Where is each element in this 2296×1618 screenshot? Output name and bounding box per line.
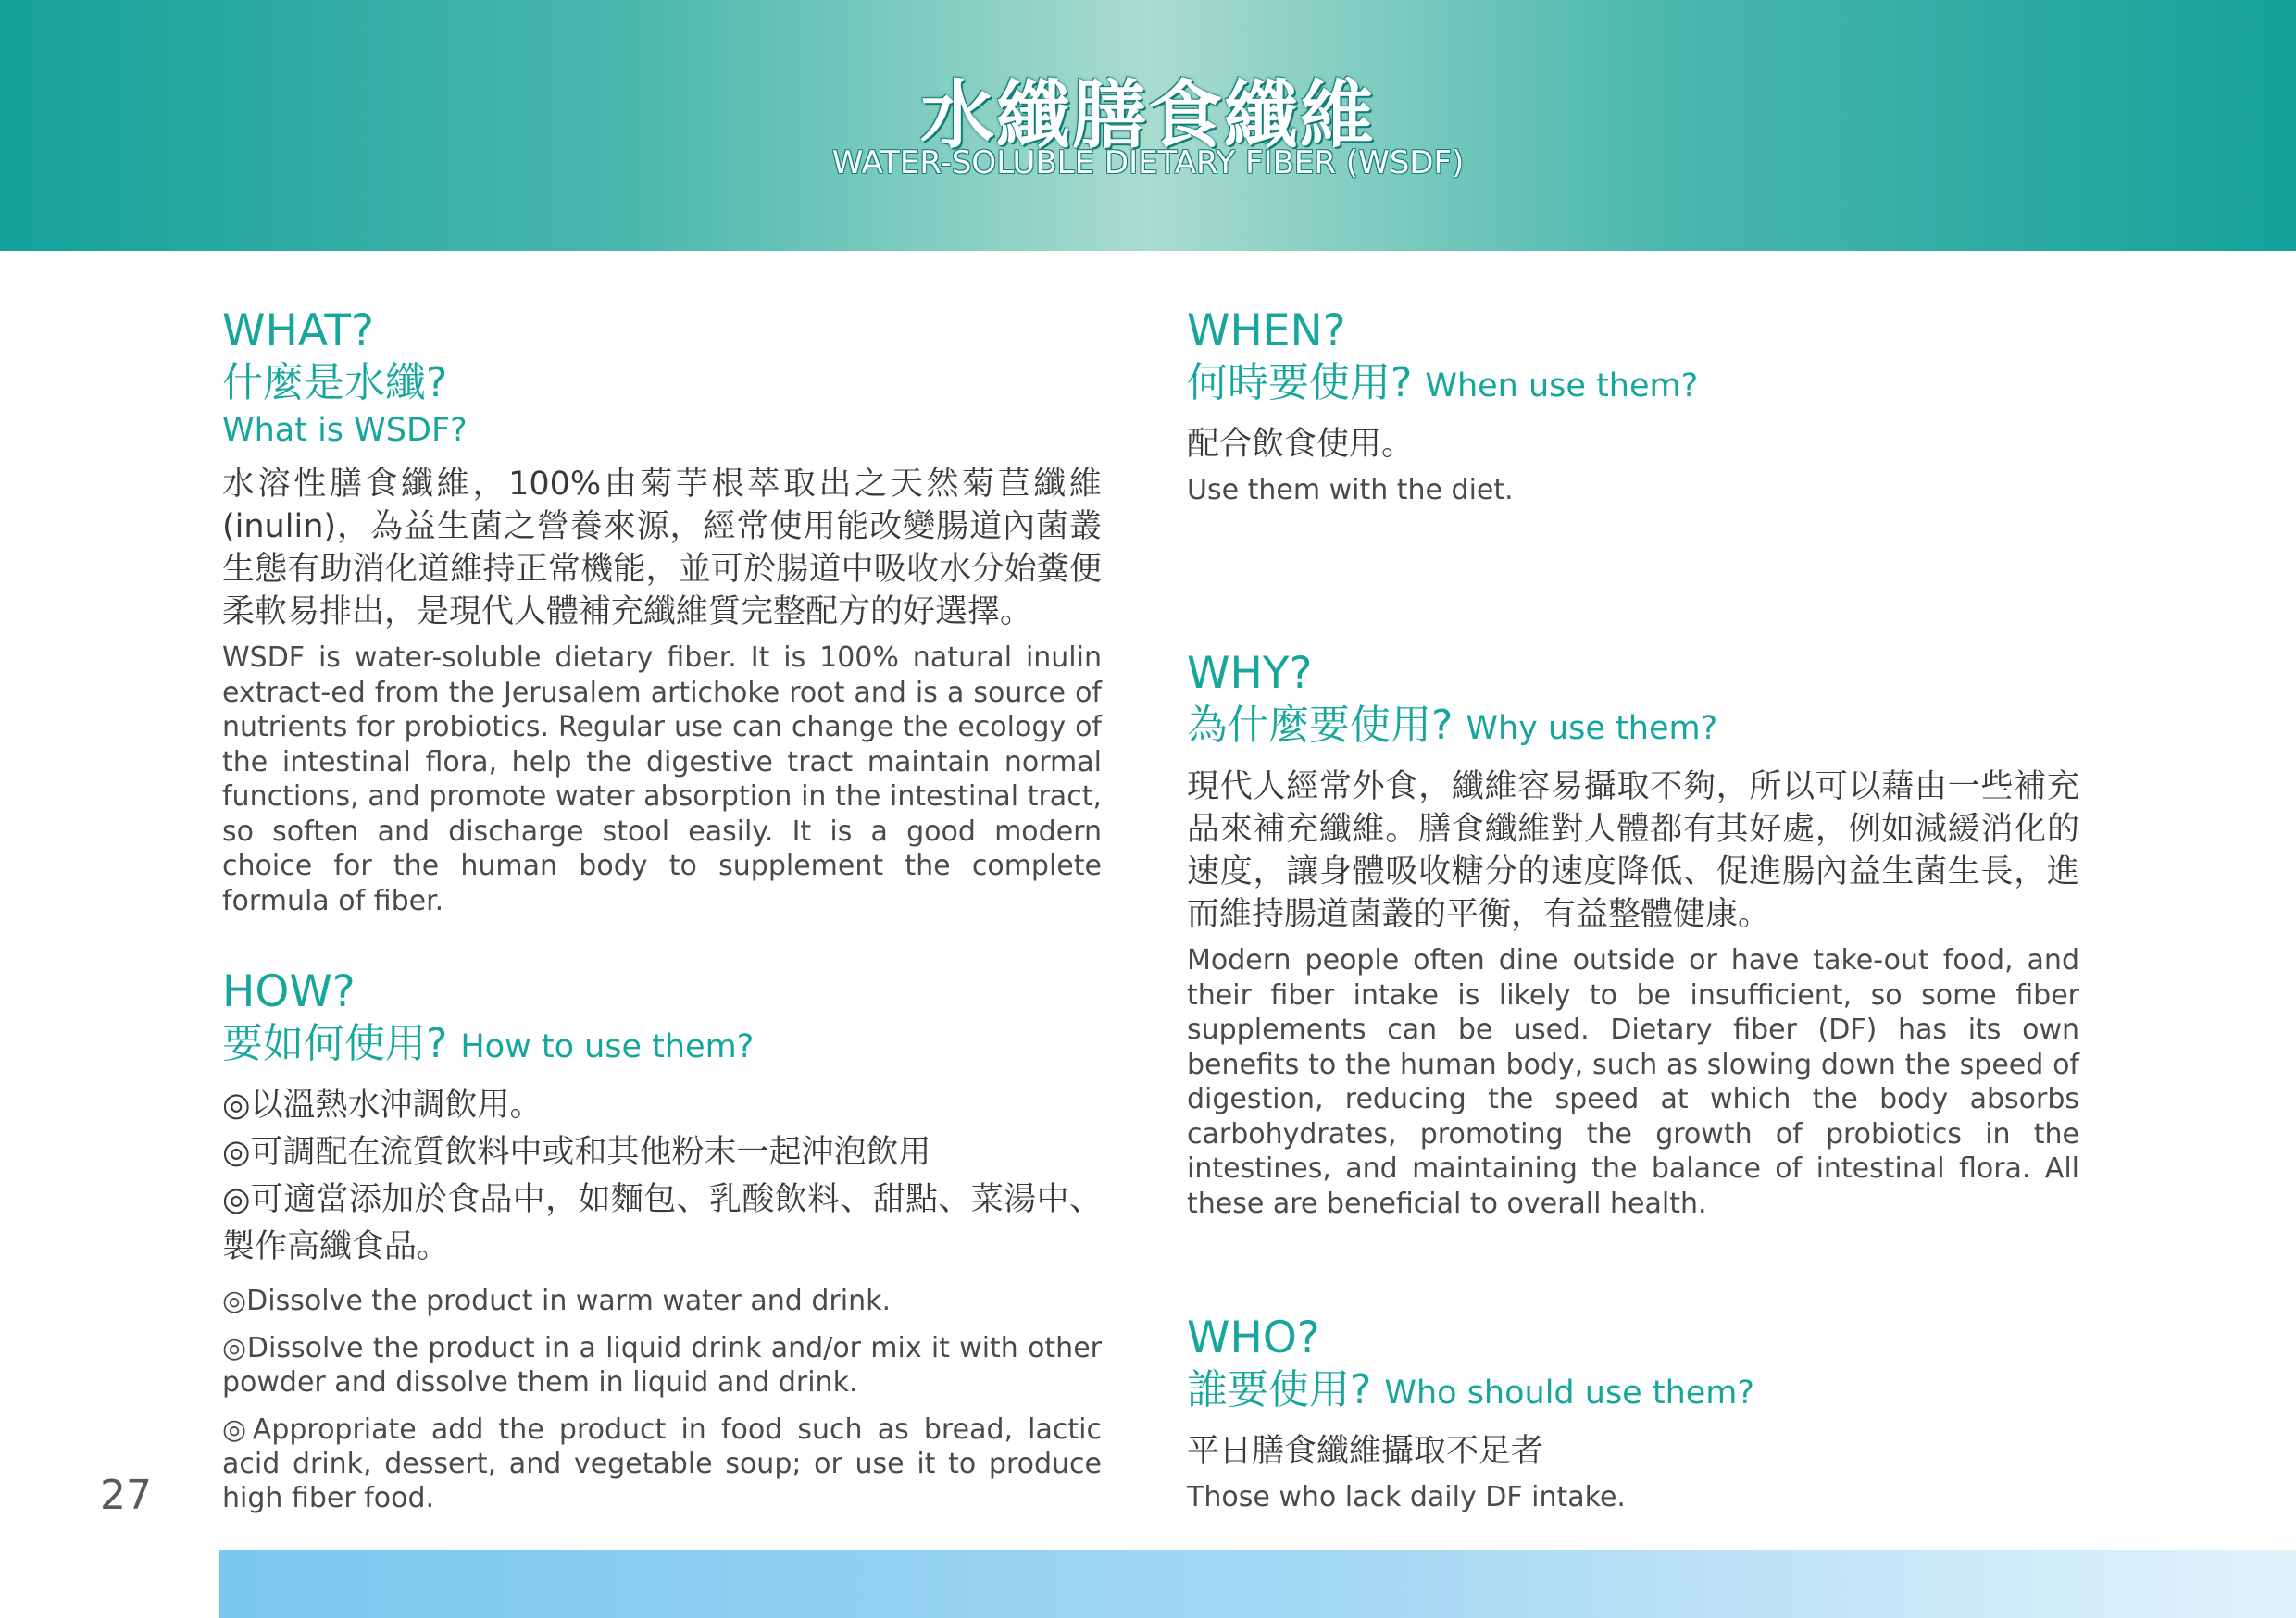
footer-bar (219, 1550, 2296, 1618)
what-body-en: WSDF is water-soluble dietary fiber. It is 100% natural inulin extract-ed from the Jerusalem artichoke root and is a source of nutrients for probiotics. Regular use can change the ecology of the intestinal flora, help the digestive tract maintain normal functions, and promote water absorption in the intestinal tract, so soften and discharge stool easily. It is a good modern choice for the human body to supplement the complete formula of fiber. (222, 641, 1102, 917)
why-body-en: Modern people often dine outside or have take-out food, and their fiber intake is likely to be insufficient, so some fiber supplements can be used. Dietary fiber (DF) has its own benefits to the human body, such as slowing down the speed of digestion, reducing the speed at which the body absorbs carbohydrates, promoting the growth of probiotics in the intestines, and maintaining the balance of intestinal flora. All these are beneficial to overall health. (1187, 944, 2079, 1220)
what-section (222, 305, 1102, 918)
how-heading-cn-text: 要如何使用? (222, 1020, 448, 1067)
list-item: ◎Dissolve the product in warm water and drink. (222, 1285, 891, 1317)
when-heading-sub: When use them? (1425, 367, 1699, 404)
why-heading-cn (1187, 700, 2079, 754)
page-number: 27 (100, 1472, 152, 1519)
what-body-cn: 水溶性膳食纖維，100%由菊芋根萃取出之天然菊苣纖維(inulin)，為益生菌之營養來源，經常使用能改變腸道內菌叢生態有助消化道維持正常機能，並可於腸道中吸收水分始糞便柔軟易排出，是現代人體補充纖維質完整配方的好選擇。 (222, 466, 1102, 630)
how-section (222, 966, 1102, 1528)
how-heading-sub: How to use them? (460, 1028, 755, 1065)
what-heading-en: WHAT? (222, 305, 374, 356)
why-heading-sub: Why use them? (1466, 710, 1718, 747)
who-body-en: Those who lack daily DF intake. (1187, 1481, 1626, 1513)
who-body-cn: 平日膳食纖維攝取不足者 (1187, 1433, 1544, 1470)
list-item: ◎可適當添加於食品中，如麵包、乳酸飲料、甜點、菜湯中、製作高纖食品。 (222, 1181, 1102, 1265)
page-title-cn: 水纖膳食纖維 (920, 72, 1376, 158)
what-heading-sub: What is WSDF? (222, 412, 468, 449)
what-heading-cn: 什麼是水纖? (222, 359, 448, 406)
why-body-cn: 現代人經常外食，纖維容易攝取不夠，所以可以藉由一些補充品來補充纖維。膳食纖維對人體都有其好處，例如減緩消化的速度，讓身體吸收糖分的速度降低、促進腸內益生菌生長，進而維持腸道菌叢的平衡，有益整體健康。 (1187, 768, 2079, 933)
header-banner (0, 0, 2296, 251)
why-heading-en: WHY? (1187, 648, 1313, 699)
how-list-en (222, 1284, 1102, 1515)
when-body-cn: 配合飲食使用。 (1187, 426, 1415, 463)
how-list-cn (222, 1082, 1102, 1271)
who-heading-sub: Who should use them? (1384, 1375, 1754, 1412)
list-item: ◎Appropriate add the product in food such as bread, lactic acid drink, dessert, and vegetable soup; or use it to produce high fiber food. (222, 1413, 1102, 1514)
page-title-en: WATER-SOLUBLE DIETARY FIBER (WSDF) (831, 144, 1465, 181)
who-heading-cn (1187, 1364, 2079, 1419)
who-heading-en: WHO? (1187, 1313, 1320, 1363)
when-section (1187, 305, 2079, 508)
who-heading-cn-text: 誰要使用? (1187, 1366, 1372, 1413)
why-heading-cn-text: 為什麼要使用? (1187, 702, 1454, 749)
when-heading-en: WHEN? (1187, 305, 1346, 356)
how-heading-cn (222, 1018, 1102, 1073)
when-heading-cn (1187, 357, 2079, 412)
when-heading-cn-text: 何時要使用? (1187, 359, 1413, 406)
list-item: ◎可調配在流質飲料中或和其他粉末一起沖泡飲用 (222, 1134, 931, 1171)
who-section (1187, 1313, 2079, 1515)
list-item: ◎Dissolve the product in a liquid drink and/or mix it with other powder and dissolve them in liquid and drink. (222, 1332, 1102, 1399)
how-heading-en: HOW? (222, 966, 356, 1017)
when-body-en: Use them with the diet. (1187, 474, 1514, 506)
why-section (1187, 648, 2079, 1221)
list-item: ◎以溫熱水沖調飲用。 (222, 1087, 543, 1124)
